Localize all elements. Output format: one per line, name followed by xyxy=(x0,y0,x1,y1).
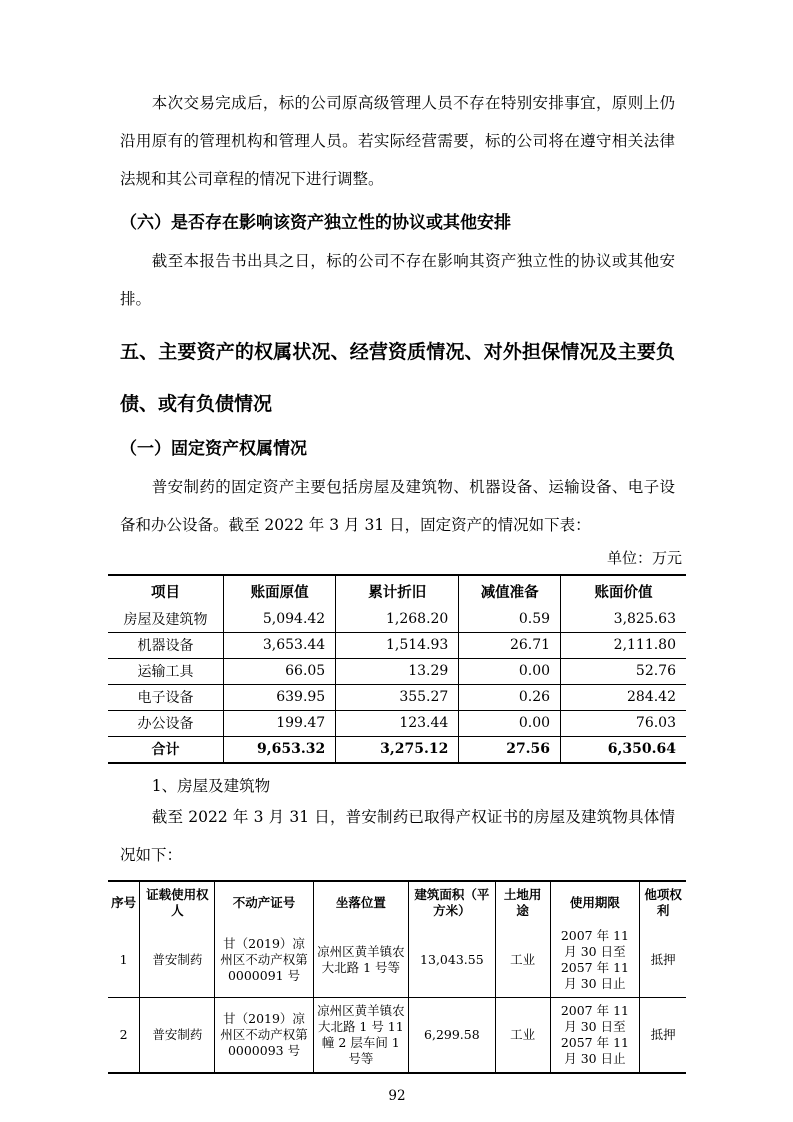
table-cell: 76.03 xyxy=(561,710,686,736)
table-cell: 机器设备 xyxy=(137,638,194,654)
table-cell: 1,268.20 xyxy=(336,606,459,632)
column-header-book-value: 账面价值 xyxy=(561,575,686,606)
table-cell: 123.44 xyxy=(336,710,459,736)
paragraph-independence: 截至本报告书出具之日，标的公司不存在影响其资产独立性的协议或其他安排。 xyxy=(120,252,675,308)
unit-label: 单位：万元 xyxy=(606,549,682,567)
column-header-use-period: 使用期限 xyxy=(550,881,640,923)
table-cell: 199.47 xyxy=(224,710,336,736)
table-cell: 2007 年 11 月 30 日至 2057 年 11 月 30 日止 xyxy=(550,923,640,998)
table-cell: 甘（2019）凉州区不动产权第 0000093 号 xyxy=(215,998,313,1074)
column-header-other-rights: 他项权利 xyxy=(640,881,686,923)
table-cell: 2 xyxy=(119,1027,128,1042)
fixed-asset-table xyxy=(108,574,686,764)
table-row xyxy=(108,923,686,998)
table-cell: 13.29 xyxy=(336,658,459,684)
table-cell: 6,299.58 xyxy=(409,998,496,1074)
table-cell: 0.59 xyxy=(459,606,561,632)
paragraph-senior-management: 本次交易完成后，标的公司原高级管理人员不存在特别安排事宜，原则上仍沿用原有的管理机构和管理人员。若实际经营需要，标的公司将在遵守相关法律法规和其公司章程的情况下进行调整。 xyxy=(120,94,675,188)
table-cell: 9,653.32 xyxy=(224,736,336,763)
table-cell: 66.05 xyxy=(224,658,336,684)
table-cell: 抵押 xyxy=(640,923,686,998)
table-cell: 工业 xyxy=(495,923,550,998)
table-cell: 27.56 xyxy=(459,736,561,763)
table-cell: 普安制药 xyxy=(140,998,215,1074)
table-cell: 0.00 xyxy=(459,710,561,736)
table-cell: 合计 xyxy=(151,742,180,759)
page-number: 92 xyxy=(388,1088,406,1104)
property-table-header-row xyxy=(108,881,686,923)
table-row xyxy=(108,606,686,632)
fixed-asset-table-header-row xyxy=(108,575,686,606)
heading-subsection-one: （一）固定资产权属情况 xyxy=(120,439,307,459)
table-cell: 52.76 xyxy=(561,658,686,684)
table-cell: 1,514.93 xyxy=(336,632,459,658)
table-cell: 2007 年 11 月 30 日至 2057 年 11 月 30 日止 xyxy=(550,998,640,1074)
column-header-item: 项目 xyxy=(151,584,181,601)
table-cell: 284.42 xyxy=(561,684,686,710)
column-header-land-use: 土地用途 xyxy=(495,881,550,923)
table-cell: 6,350.64 xyxy=(561,736,686,763)
table-row xyxy=(108,632,686,658)
table-cell: 凉州区黄羊镇农大北路 1 号 11 幢 2 层车间 1 号等 xyxy=(313,998,408,1074)
column-header-location: 坐落位置 xyxy=(313,881,408,923)
heading-section-six: （六）是否存在影响该资产独立性的协议或其他安排 xyxy=(120,213,511,233)
table-cell: 0.00 xyxy=(459,658,561,684)
table-cell: 3,653.44 xyxy=(224,632,336,658)
table-cell: 普安制药 xyxy=(140,923,215,998)
table-cell: 工业 xyxy=(495,998,550,1074)
table-cell: 3,825.63 xyxy=(561,606,686,632)
subitem-heading-houses: 1、房屋及建筑物 xyxy=(151,777,271,795)
table-cell: 1 xyxy=(119,952,128,967)
table-cell: 电子设备 xyxy=(137,690,194,706)
table-cell: 甘（2019）凉州区不动产权第 0000091 号 xyxy=(215,923,313,998)
table-cell: 5,094.42 xyxy=(224,606,336,632)
table-cell: 房屋及建筑物 xyxy=(123,611,208,628)
column-header-certificate-number: 不动产证号 xyxy=(215,881,313,923)
column-header-impairment: 减值准备 xyxy=(459,575,561,606)
table-cell: 13,043.55 xyxy=(409,923,496,998)
table-cell: 26.71 xyxy=(459,632,561,658)
table-cell: 639.95 xyxy=(224,684,336,710)
paragraph-houses-intro: 截至 2022 年 3 月 31 日，普安制药已取得产权证书的房屋及建筑物具体情况如下： xyxy=(120,808,675,864)
table-cell: 355.27 xyxy=(336,684,459,710)
table-cell: 凉州区黄羊镇农大北路 1 号等 xyxy=(313,923,408,998)
table-cell: 办公设备 xyxy=(137,716,194,732)
property-table xyxy=(108,880,686,1074)
paragraph-fixed-assets-intro: 普安制药的固定资产主要包括房屋及建筑物、机器设备、运输设备、电子设备和办公设备。截至 2022 年 3 月 31 日，固定资产的情况如下表： xyxy=(120,478,675,534)
column-header-original-value: 账面原值 xyxy=(224,575,336,606)
table-cell: 运输工具 xyxy=(137,664,194,680)
table-row xyxy=(108,998,686,1074)
table-cell: 抵押 xyxy=(640,998,686,1074)
column-header-rights-holder: 证载使用权人 xyxy=(140,881,215,923)
heading-section-five: 五、主要资产的权属状况、经营资质情况、对外担保情况及主要负债、或有负债情况 xyxy=(120,341,675,415)
column-header-depreciation: 累计折旧 xyxy=(336,575,459,606)
table-row xyxy=(108,658,686,684)
table-total-row xyxy=(108,736,686,763)
table-row xyxy=(108,710,686,736)
column-header-building-area: 建筑面积（平方米） xyxy=(409,881,496,923)
table-cell: 2,111.80 xyxy=(561,632,686,658)
column-header-index: 序号 xyxy=(111,894,137,910)
table-cell: 3,275.12 xyxy=(336,736,459,763)
table-cell: 0.26 xyxy=(459,684,561,710)
table-row xyxy=(108,684,686,710)
